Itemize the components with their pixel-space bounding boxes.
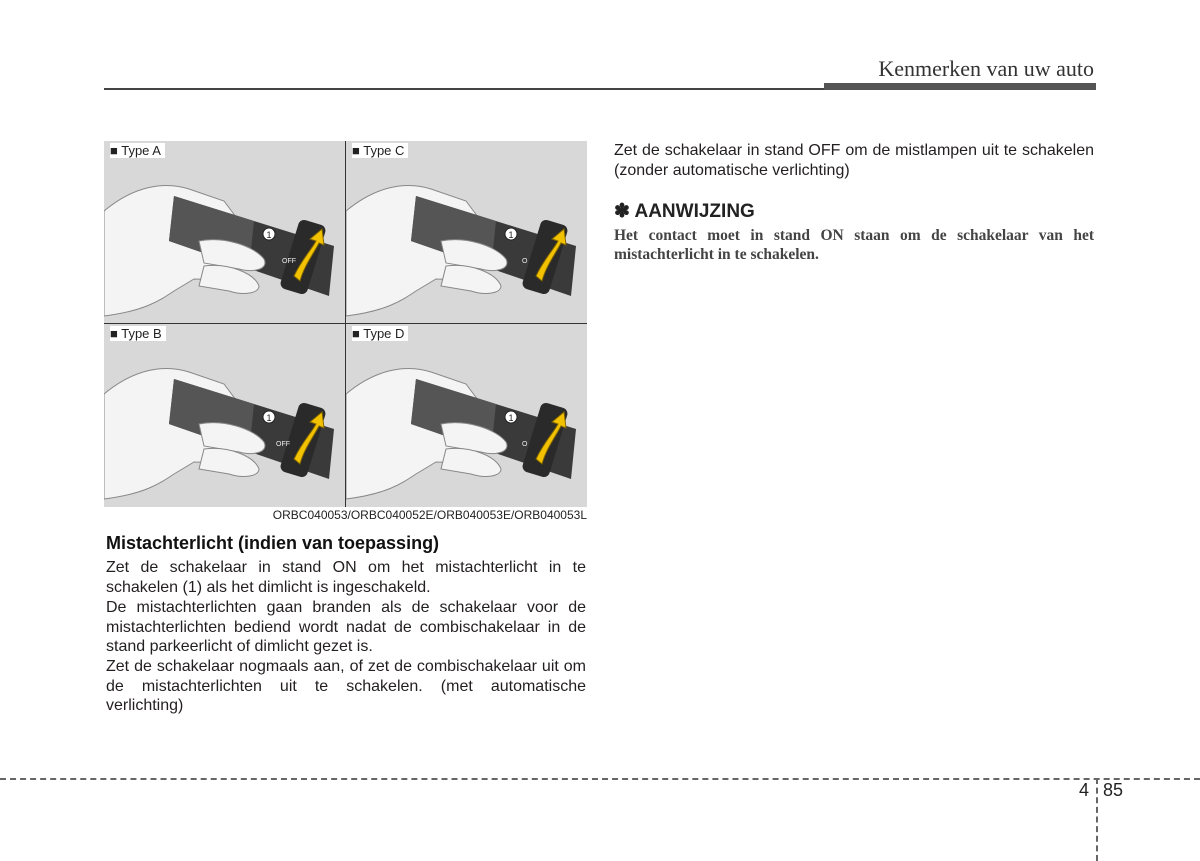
figure-divider-vertical	[345, 141, 346, 507]
body-paragraph: Zet de schakelaar nogmaals aan, of zet de combischakelaar uit om de mistachterlichten uit te schakelen. (met automatische verlichting)	[106, 658, 586, 714]
page-number: 85	[1103, 780, 1124, 800]
panel-label: ■ Type D	[352, 326, 408, 341]
marker-number: 1	[266, 230, 272, 240]
panel-label: ■ Type B	[110, 326, 166, 341]
marker-number: 1	[508, 230, 514, 240]
stalk-illustration	[346, 324, 587, 507]
figure-caption: ORBC040053/ORBC040052E/ORB040053E/ORB040053L	[272, 508, 587, 522]
body-paragraph: Zet de schakelaar in stand ON om het mistachterlicht in te schakelen (1) als het dimlicht is ingeschakeld.	[106, 559, 586, 596]
stalk-illustration	[104, 141, 345, 324]
page-header-title: Kenmerken van uw auto	[878, 56, 1094, 81]
stalk-illustration	[104, 324, 345, 507]
section-heading: Mistachterlicht (indien van toepassing)	[106, 533, 440, 553]
body-paragraph: De mistachterlichten gaan branden als de schakelaar voor de mistachterlichten bediend wordt nadat de combischakelaar in de stand parkeerlicht of dimlicht gezet is.	[106, 599, 586, 655]
panel-type-c	[346, 141, 587, 324]
header-rule-accent	[824, 83, 1096, 90]
note-heading: ✽ AANWIJZING	[614, 201, 755, 222]
figure-divider-horizontal	[104, 323, 587, 324]
header-rule	[104, 88, 824, 90]
footer-rule	[0, 778, 1200, 780]
position-label: OFF	[282, 258, 296, 265]
panel-label: ■ Type A	[110, 143, 165, 158]
panel-type-d	[346, 324, 587, 507]
body-paragraph: Zet de schakelaar in stand OFF om de mistlampen uit te schakelen (zonder automatische verlichting)	[614, 142, 1094, 179]
position-label: O	[522, 441, 528, 448]
position-label: OFF	[276, 441, 290, 448]
chapter-number: 4	[1079, 780, 1090, 800]
panel-type-b	[104, 324, 345, 507]
position-label: O	[522, 258, 528, 265]
marker-number: 1	[508, 413, 514, 423]
footer-divider	[1096, 778, 1098, 861]
panel-label: ■ Type C	[352, 143, 408, 158]
note-text: Het contact moet in stand ON staan om de schakelaar van het mistachterlicht in te schakelen.	[614, 227, 1094, 263]
marker-number: 1	[266, 413, 272, 423]
switch-illustration-figure	[104, 141, 587, 507]
panel-type-a	[104, 141, 345, 324]
stalk-illustration	[346, 141, 587, 324]
